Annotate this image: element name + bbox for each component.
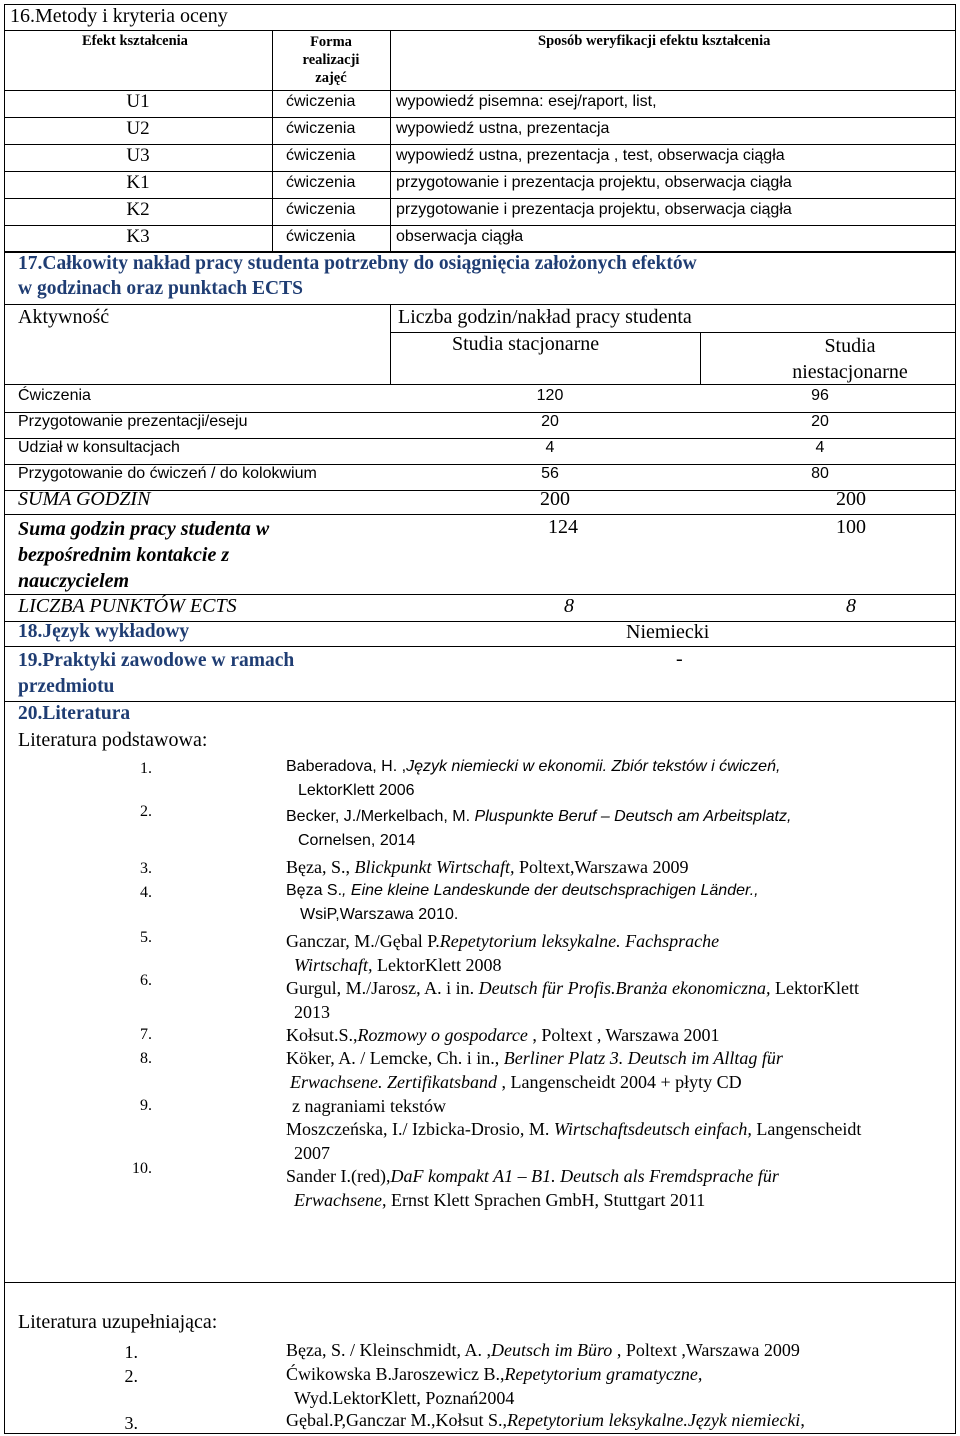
supp-entry-2-cont: Wyd.LektorKlett, Poznań2004 bbox=[294, 1388, 515, 1408]
lit-entry-9: Moszczeńska, I./ Izbicka-Drosio, M. Wirtschaftsdeutsch einfach, Langenscheidt bbox=[286, 1119, 862, 1139]
lit-entry-1-cont: LektorKlett 2006 bbox=[298, 782, 415, 799]
method-cell: wypowiedź ustna, prezentacja , test, obserwacja ciągła bbox=[396, 147, 785, 164]
lit-entry-10-cont: Erwachsene, Ernst Klett Sprachen GmbH, Stuttgart 2011 bbox=[294, 1190, 706, 1210]
activity-label: Przygotowanie prezentacji/eseju bbox=[18, 413, 248, 430]
list-number: 6. bbox=[140, 972, 152, 989]
contact-full: 124 bbox=[548, 516, 578, 538]
lit-entry-8: Köker, A. / Lemcke, Ch. i in., Berliner Platz 3. Deutsch im Alltag für bbox=[286, 1048, 783, 1068]
form-cell: ćwiczenia bbox=[286, 174, 356, 191]
method-cell: przygotowanie i prezentacja projektu, obserwacja ciągła bbox=[396, 201, 792, 218]
method-cell: przygotowanie i prezentacja projektu, obserwacja ciągła bbox=[396, 174, 792, 191]
lit-entry-8-cont2: z nagraniami tekstów bbox=[292, 1096, 446, 1116]
ects-label: LICZBA PUNKTÓW ECTS bbox=[18, 595, 237, 617]
form-cell: ćwiczenia bbox=[286, 147, 356, 164]
activity-full: 4 bbox=[545, 439, 555, 456]
effect-code: U1 bbox=[126, 91, 150, 112]
section17-title-cont: w godzinach oraz punktach ECTS bbox=[18, 278, 303, 299]
activity-part: 96 bbox=[811, 387, 829, 404]
activity-label: Ćwiczenia bbox=[18, 387, 91, 404]
col-header-form: Forma realizacji zajęć bbox=[302, 34, 360, 86]
sum-part: 200 bbox=[836, 488, 866, 510]
effect-code: U2 bbox=[126, 118, 150, 139]
lit-entry-2: Becker, J./Merkelbach, M. Pluspunkte Beruf – Deutsch am Arbeitsplatz, bbox=[286, 808, 792, 825]
lit-entry-4: Bęza S., Eine kleine Landeskunde der deutschsprachigen Länder., bbox=[286, 882, 759, 899]
list-number: 2. bbox=[124, 1366, 138, 1386]
col-header-full-time: Studia stacjonarne bbox=[452, 333, 600, 355]
section18-value: Niemiecki bbox=[626, 621, 710, 643]
lit-entry-8-cont: Erwachsene. Zertifikatsband , Langenscheidt 2004 + płyty CD bbox=[290, 1072, 742, 1092]
list-number: 10. bbox=[132, 1160, 152, 1177]
lit-entry-6-cont: 2013 bbox=[294, 1002, 330, 1022]
lit-entry-5: Ganczar, M./Gębal P.Repetytorium leksykalne. Fachsprache bbox=[286, 931, 720, 951]
col-header-part-time: Studia niestacjonarne bbox=[792, 335, 908, 383]
activity-part: 80 bbox=[811, 465, 829, 482]
basic-lit-title: Literatura podstawowa: bbox=[18, 729, 208, 751]
lit-entry-1: Baberadova, H. ,Język niemiecki w ekonomii. Zbiór tekstów i ćwiczeń, bbox=[286, 758, 781, 775]
section19-value: - bbox=[676, 648, 683, 670]
col-header-hours: Liczba godzin/nakład pracy studenta bbox=[398, 306, 692, 328]
activity-full: 56 bbox=[541, 465, 559, 482]
lit-entry-10: Sander I.(red),DaF kompakt A1 – B1. Deutsch als Fremdsprache für bbox=[286, 1166, 779, 1186]
col-header-activity: Aktywność bbox=[18, 306, 110, 328]
activity-part: 20 bbox=[811, 413, 829, 430]
col-header-effect: Efekt kształcenia bbox=[82, 33, 188, 49]
section20-title: 20.Literatura bbox=[18, 703, 131, 724]
list-number: 8. bbox=[140, 1050, 152, 1067]
list-number: 3. bbox=[124, 1413, 138, 1433]
sum-label: SUMA GODZIN bbox=[18, 488, 151, 510]
list-number: 9. bbox=[140, 1097, 152, 1114]
form-cell: ćwiczenia bbox=[286, 120, 356, 137]
effect-code: K1 bbox=[126, 172, 150, 193]
lit-entry-4-cont: WsiP,Warszawa 2010. bbox=[300, 906, 459, 923]
contact-part: 100 bbox=[836, 516, 866, 538]
form-cell: ćwiczenia bbox=[286, 228, 356, 245]
ects-part: 8 bbox=[846, 595, 856, 617]
supp-entry-1: Bęza, S. / Kleinschmidt, A. ,Deutsch im Büro , Poltext ,Warszawa 2009 bbox=[286, 1340, 800, 1360]
lit-entry-5-cont: Wirtschaft, LektorKlett 2008 bbox=[294, 955, 502, 975]
lit-entry-6: Gurgul, M./Jarosz, A. i in. Deutsch für Profis.Branża ekonomiczna, LektorKlett bbox=[286, 978, 859, 998]
form-cell: ćwiczenia bbox=[286, 93, 356, 110]
ects-full: 8 bbox=[564, 595, 574, 617]
effect-code: U3 bbox=[126, 145, 150, 166]
lit-entry-9-cont: 2007 bbox=[294, 1143, 330, 1163]
lit-entry-2-cont: Cornelsen, 2014 bbox=[298, 832, 416, 849]
activity-part: 4 bbox=[815, 439, 825, 456]
supp-entry-2: Ćwikowska B.Jaroszewicz B.,Repetytorium gramatyczne, bbox=[286, 1364, 703, 1384]
list-number: 1. bbox=[124, 1342, 138, 1362]
lit-entry-7: Kołsut.S.,Rozmowy o gospodarce , Poltext , Warszawa 2001 bbox=[286, 1025, 720, 1045]
activity-label: Przygotowanie do ćwiczeń / do kolokwium bbox=[18, 465, 317, 482]
lit-entry-3: Bęza, S., Blickpunkt Wirtschaft, Poltext,Warszawa 2009 bbox=[286, 857, 689, 877]
method-cell: obserwacja ciągła bbox=[396, 228, 524, 245]
method-cell: wypowiedź ustna, prezentacja bbox=[396, 120, 610, 137]
activity-full: 120 bbox=[536, 387, 564, 404]
supp-entry-3: Gębal.P,Ganczar M.,Kołsut S.,Repetytorium leksykalne.Język niemiecki, bbox=[286, 1410, 805, 1430]
sum-full: 200 bbox=[540, 488, 570, 510]
list-number: 1. bbox=[140, 760, 152, 777]
method-cell: wypowiedź pisemna: esej/raport, list, bbox=[396, 93, 657, 110]
form-cell: ćwiczenia bbox=[286, 201, 356, 218]
list-number: 7. bbox=[140, 1026, 152, 1043]
col-header-method: Sposób weryfikacji efektu kształcenia bbox=[538, 33, 771, 49]
list-number: 5. bbox=[140, 929, 152, 946]
section19-label: 19.Praktyki zawodowe w ramach przedmiotu bbox=[18, 650, 295, 697]
section18-label: 18.Język wykładowy bbox=[18, 621, 190, 642]
activity-full: 20 bbox=[541, 413, 559, 430]
contact-label: Suma godzin pracy studenta w bezpośrednim kontakcie z nauczycielem bbox=[18, 518, 270, 592]
list-number: 3. bbox=[140, 860, 152, 877]
effect-code: K2 bbox=[126, 199, 150, 220]
list-number: 4. bbox=[140, 884, 152, 901]
supp-lit-title: Literatura uzupełniająca: bbox=[18, 1311, 218, 1333]
activity-label: Udział w konsultacjach bbox=[18, 439, 180, 456]
list-number: 2. bbox=[140, 803, 152, 820]
effect-code: K3 bbox=[126, 226, 150, 247]
section16-title: 16.Metody i kryteria oceny bbox=[10, 5, 228, 27]
section17-title: 17.Całkowity nakład pracy studenta potrzebny do osiągnięcia założonych efektów bbox=[18, 253, 697, 274]
